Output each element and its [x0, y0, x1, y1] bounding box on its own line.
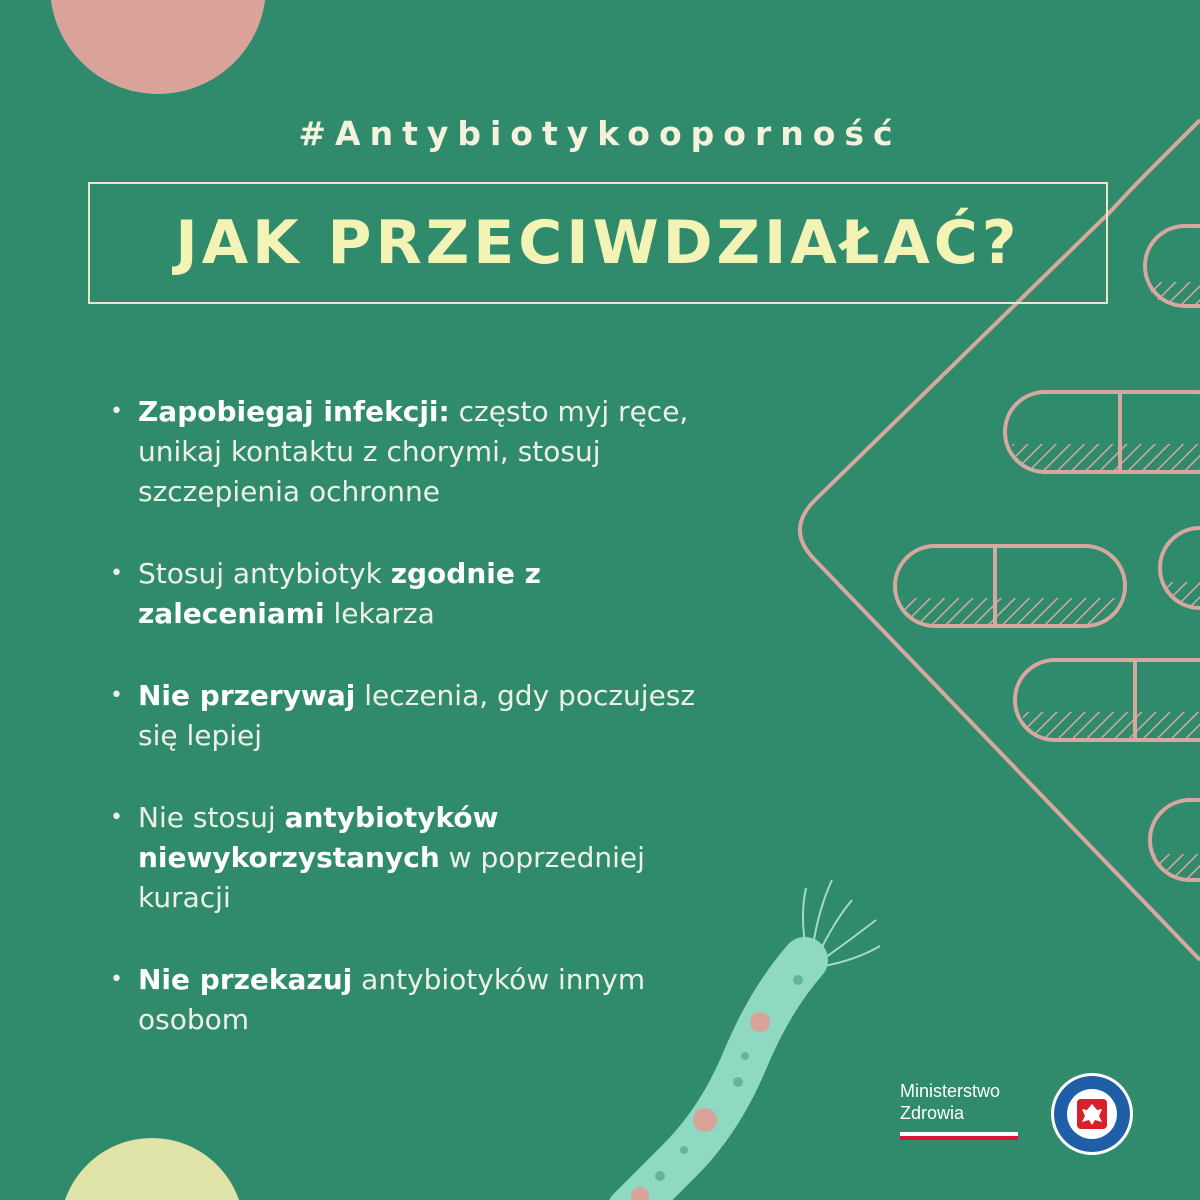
list-item [108, 392, 708, 512]
tip-text: w poprzedniej kuracji [138, 841, 645, 914]
list-item [108, 960, 708, 1040]
tip-text: Stosuj antybiotyk [138, 557, 391, 590]
list-item [108, 676, 708, 756]
ministry-name-line2: Zdrowia [900, 1103, 965, 1123]
tip-emphasis: Nie przerywaj [138, 679, 356, 712]
page-title: JAK PRZECIWDZIAŁAĆ? [175, 208, 1021, 278]
tip-text: Nie stosuj [138, 801, 285, 834]
ministry-name-line1: Ministerstwo [900, 1081, 1001, 1101]
tip-text: często myj ręce, unikaj kontaktu z chorymi, stosuj szczepienia ochronne [138, 395, 689, 508]
tip-emphasis: Nie przekazuj [138, 963, 353, 996]
tip-emphasis: antybiotyków niewykorzystanych [138, 801, 499, 874]
tip-emphasis: zgodnie z zaleceniami [138, 557, 541, 630]
pill-icon [1015, 660, 1200, 740]
hashtag: #Antybiotykooporność [298, 114, 902, 153]
pink-circle-decoration [50, 0, 266, 94]
pill-icon [1005, 392, 1200, 472]
pill-icon [1150, 800, 1200, 880]
tip-text: lekarza [324, 597, 435, 630]
title-box [88, 182, 1108, 304]
sanitary-inspection-seal-icon [1050, 1072, 1134, 1156]
pill-icon [1145, 226, 1200, 306]
yellow-circle-decoration [60, 1138, 244, 1200]
pill-icon [895, 546, 1125, 626]
tip-emphasis: Zapobiegaj infekcji: [138, 395, 450, 428]
tip-text: leczenia, gdy poczujesz się lepiej [138, 679, 696, 752]
tips-list [108, 392, 708, 1082]
list-item [108, 798, 708, 918]
list-item [108, 554, 708, 634]
pill-icon [1160, 528, 1200, 608]
polish-flag-stripe [900, 1132, 1018, 1140]
ministry-logo [900, 1080, 1020, 1124]
tip-text: antybiotyków innym osobom [138, 963, 646, 1036]
